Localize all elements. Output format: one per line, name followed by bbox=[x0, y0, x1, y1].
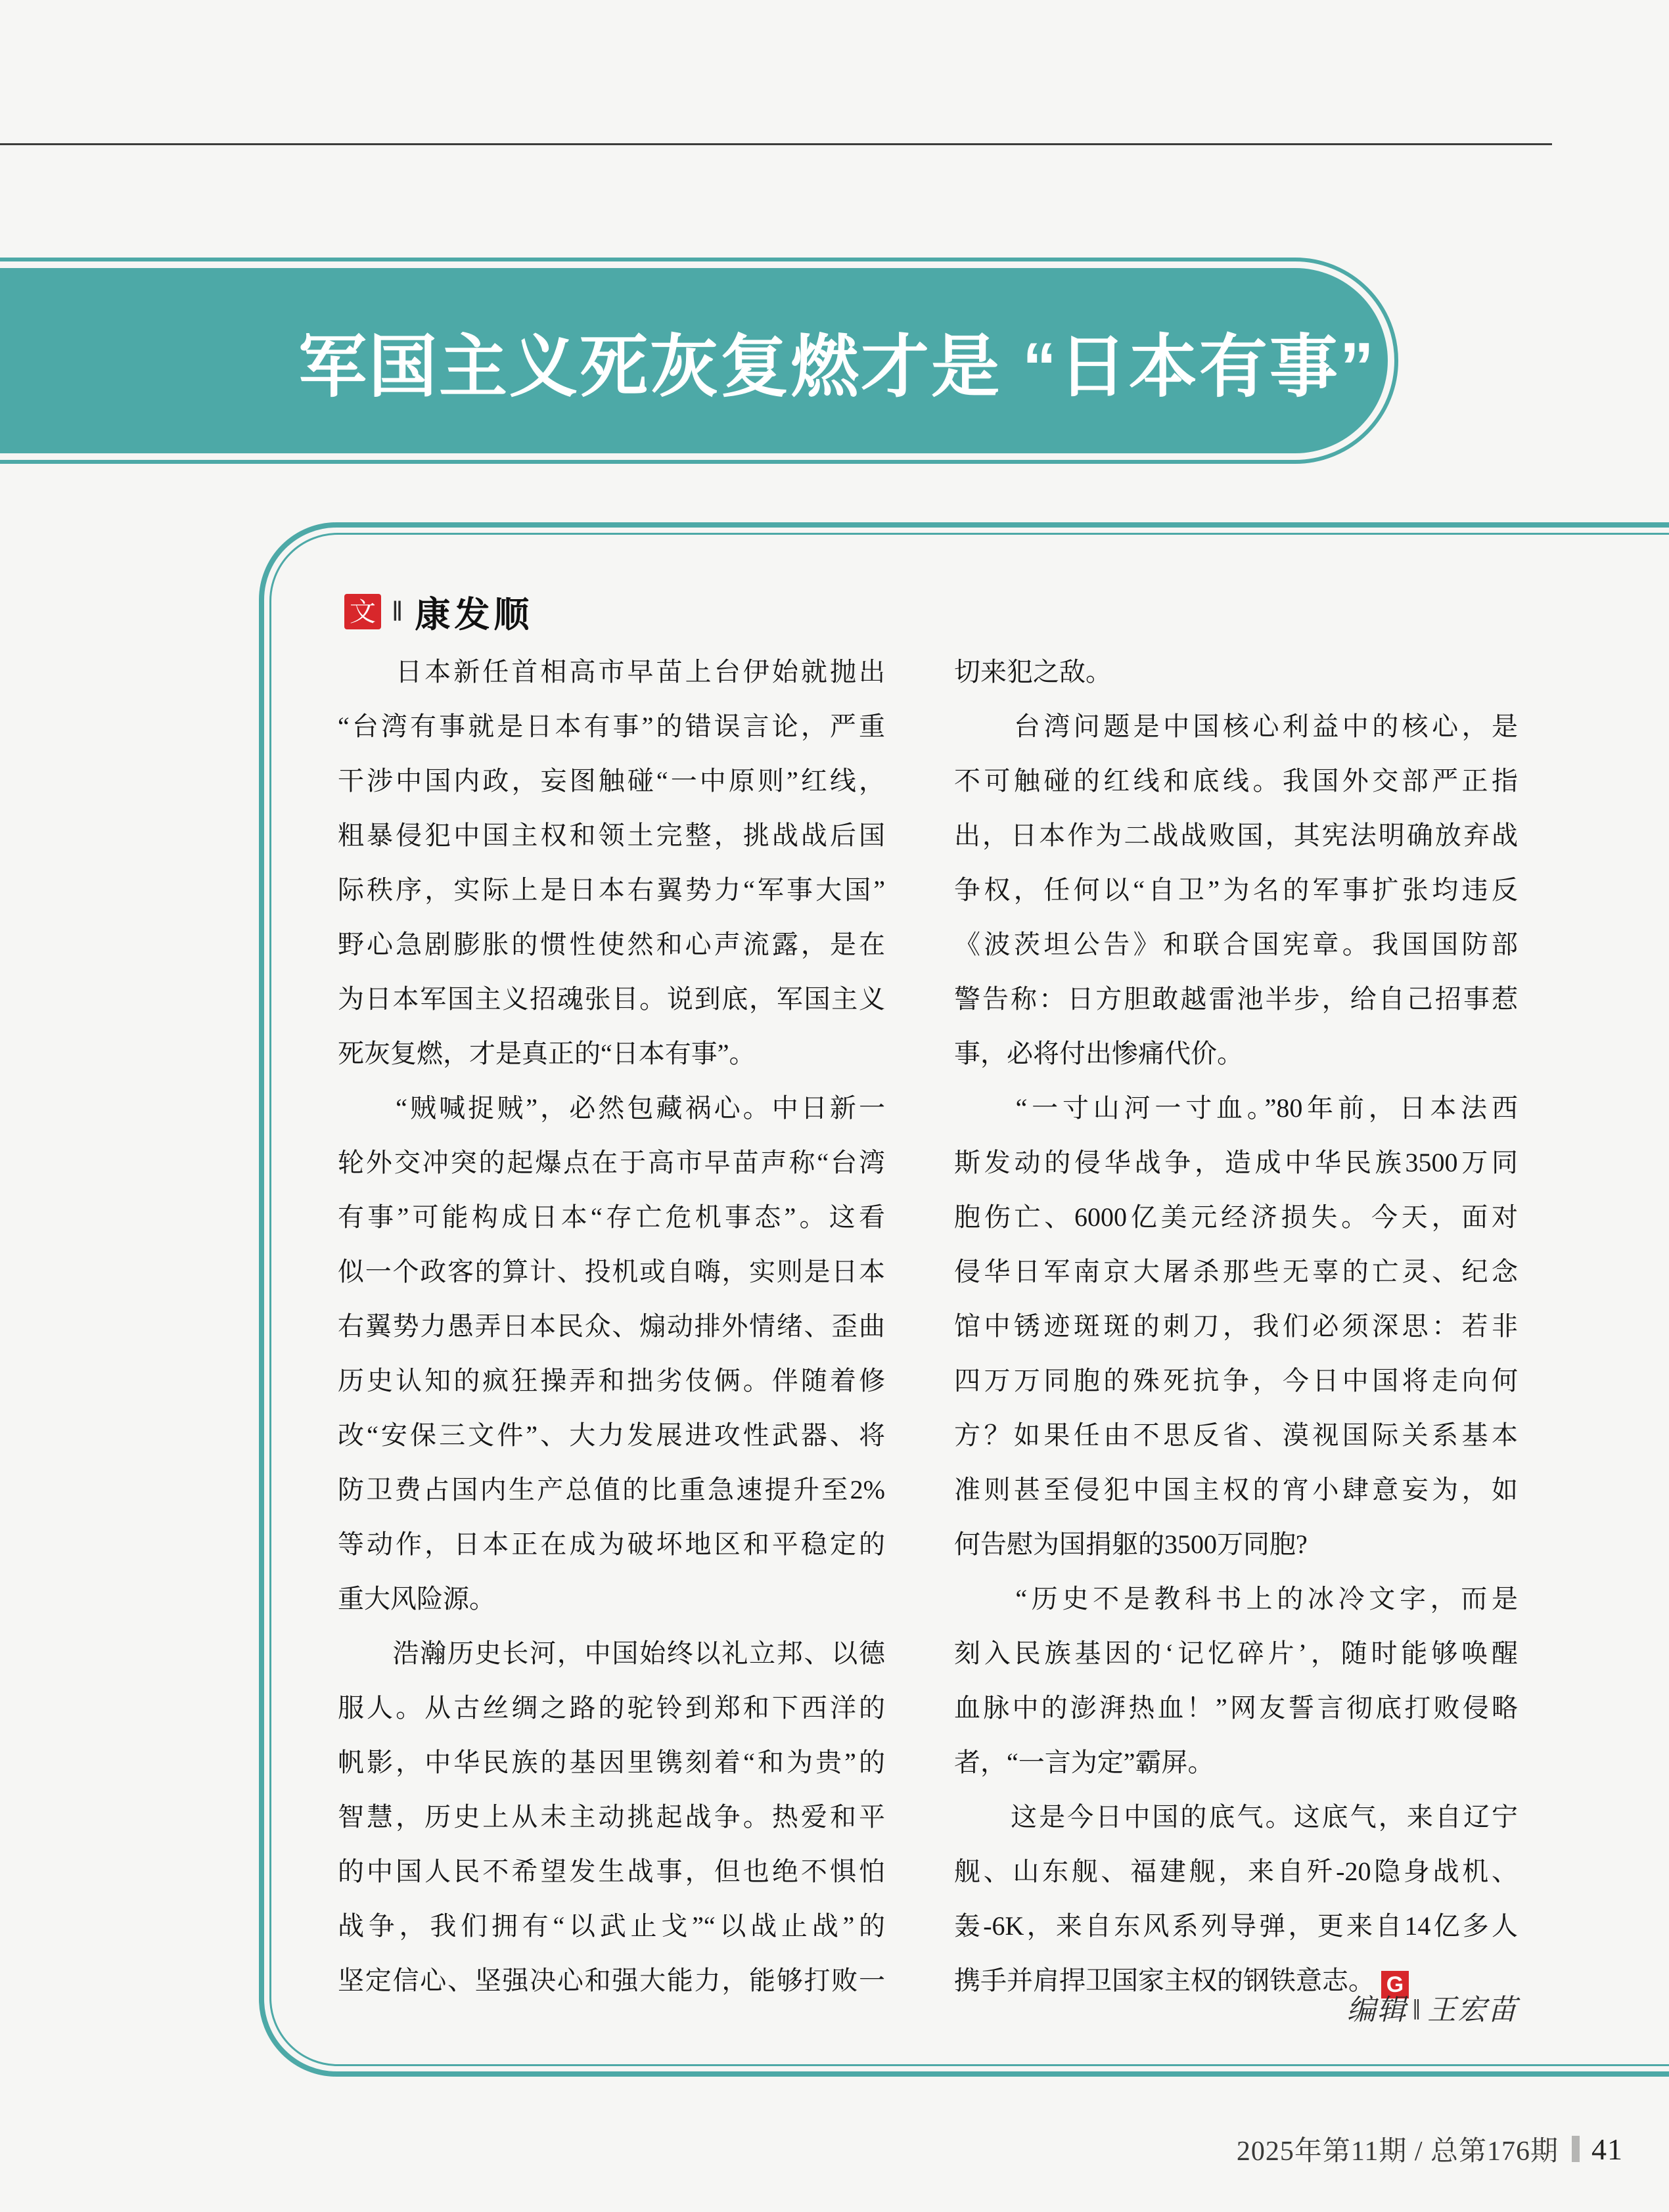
text-line: 这是今日中国的底气。这底气，来自辽宁 bbox=[954, 1802, 1518, 1832]
text-line: 轰-6K，来自东风系列导弹，更来自14亿多人 bbox=[954, 1911, 1518, 1941]
text-line: 胞伤亡、6000亿美元经济损失。今天，面对 bbox=[954, 1202, 1518, 1232]
text-line: 《波茨坦公告》和联合国宪章。我国国防部 bbox=[954, 930, 1518, 959]
text-line: 死灰复燃，才是真正的“日本有事”。 bbox=[338, 1039, 756, 1068]
text-line: 有事”可能构成日本“存亡危机事态”。这看 bbox=[338, 1202, 885, 1232]
text-line: 为日本军国主义招魂张目。说到底，军国主义 bbox=[338, 984, 885, 1014]
text-line: 防卫费占国内生产总值的比重急速提升至2% bbox=[338, 1475, 885, 1504]
text-line: 斯发动的侵华战争，造成中华民族3500万同 bbox=[954, 1148, 1518, 1177]
text-line: 切来犯之敌。 bbox=[954, 657, 1112, 687]
byline bbox=[344, 593, 534, 635]
text-line: “一寸山河一寸血。”80年前，日本法西 bbox=[954, 1093, 1518, 1123]
text-line: 舰、山东舰、福建舰，来自歼-20隐身战机、 bbox=[954, 1857, 1518, 1886]
text-line: 历史认知的疯狂操弄和拙劣伎俩。伴随着修 bbox=[338, 1366, 885, 1395]
text-line: 重大风险源。 bbox=[338, 1584, 495, 1614]
editor-separator: ‖ bbox=[1412, 1994, 1422, 2026]
text-line: 携手并肩捍卫国家主权的钢铁意志。 G bbox=[954, 1953, 1518, 2008]
byline-separator: ‖ bbox=[392, 596, 403, 627]
text-line: 侵华日军南京大屠杀那些无辜的亡灵、纪念 bbox=[954, 1257, 1518, 1286]
text-line: 服人。从古丝绸之路的驼铃到郑和下西洋的 bbox=[338, 1693, 885, 1723]
text-line: 改“安保三文件”、大力发展进攻性武器、将 bbox=[338, 1420, 885, 1450]
text-line: 坚定信心、坚强决心和强大能力，能够打败一 bbox=[338, 1966, 885, 1995]
text-line: 日本新任首相高市早苗上台伊始就抛出 bbox=[338, 657, 885, 687]
title-banner-fill bbox=[0, 268, 1388, 453]
editor-name: 王宏苗 bbox=[1427, 1994, 1518, 2026]
text-line: 浩瀚历史长河，中国始终以礼立邦、以德 bbox=[338, 1638, 885, 1668]
footer-issue-info: 2025年第11期 / 总第176期 bbox=[1236, 2136, 1559, 2167]
text-line: 等动作，日本正在成为破坏地区和平稳定的 bbox=[338, 1529, 885, 1559]
text-line: 智慧，历史上从未主动挑起战争。热爱和平 bbox=[338, 1802, 885, 1832]
text-line: 刻入民族基因的‘记忆碎片’，随时能够唤醒 bbox=[954, 1638, 1518, 1668]
text-line: “台湾有事就是日本有事”的错误言论，严重 bbox=[338, 711, 885, 741]
text-line: 野心急剧膨胀的惯性使然和心声流露，是在 bbox=[338, 930, 885, 959]
footer-divider bbox=[1572, 2136, 1580, 2162]
text-line: 际秩序，实际上是日本右翼势力“军事大国” bbox=[338, 875, 885, 905]
text-line: 不可触碰的红线和底线。我国外交部严正指 bbox=[954, 766, 1518, 796]
footer-page-number: 41 bbox=[1591, 2132, 1623, 2166]
byline-author: 康发顺 bbox=[415, 595, 534, 635]
text-line: 粗暴侵犯中国主权和领土完整，挑战战后国 bbox=[338, 821, 885, 850]
text-line: 四万万同胞的殊死抗争，今日中国将走向何 bbox=[954, 1366, 1518, 1395]
text-line: 警告称：日方胆敢越雷池半步，给自己招事惹 bbox=[954, 984, 1518, 1014]
text-line: 者，“一言为定”霸屏。 bbox=[954, 1748, 1214, 1777]
text-line: 似一个政客的算计、投机或自嗨，实则是日本 bbox=[338, 1257, 885, 1286]
text-line: 干涉中国内政，妄图触碰“一中原则”红线， bbox=[338, 766, 885, 796]
text-line: 馆中锈迹斑斑的刺刀，我们必须深思：若非 bbox=[954, 1311, 1518, 1341]
article-column-1 bbox=[338, 644, 885, 2008]
text-line: “贼喊捉贼”，必然包藏祸心。中日新一 bbox=[338, 1093, 885, 1123]
title-banner bbox=[0, 258, 1398, 464]
text-line: “历史不是教科书上的冰冷文字，而是 bbox=[954, 1584, 1518, 1614]
byline-wen-badge: 文 bbox=[344, 594, 381, 629]
text-line: 的中国人民不希望发生战事，但也绝不惧怕 bbox=[338, 1857, 885, 1886]
page-footer bbox=[1237, 2131, 1623, 2167]
text-line: 事，必将付出惨痛代价。 bbox=[954, 1039, 1243, 1068]
article-column-2 bbox=[954, 644, 1518, 2008]
text-line: 右翼势力愚弄日本民众、煽动排外情绪、歪曲 bbox=[338, 1311, 885, 1341]
article-title: 军国主义死灰复燃才是 “日本有事” bbox=[298, 329, 1376, 405]
editor-label: 编辑 bbox=[1346, 1994, 1407, 2026]
text-line: 何告慰为国捐躯的3500万同胞? bbox=[954, 1529, 1308, 1559]
text-line: 出，日本作为二战战败国，其宪法明确放弃战 bbox=[954, 821, 1518, 850]
editor-credit bbox=[1347, 1991, 1518, 2030]
text-line: 准则甚至侵犯中国主权的宵小肆意妄为，如 bbox=[954, 1475, 1518, 1504]
text-line: 争权，任何以“自卫”为名的军事扩张均违反 bbox=[954, 875, 1518, 905]
text-line: 帆影，中华民族的基因里镌刻着“和为贵”的 bbox=[338, 1748, 885, 1777]
end-of-article-mark: G bbox=[1381, 1971, 1409, 1998]
text-line: 战争，我们拥有“以武止戈”“以战止战”的 bbox=[338, 1911, 885, 1941]
text-line: 台湾问题是中国核心利益中的核心，是 bbox=[954, 711, 1518, 741]
text-line: 轮外交冲突的起爆点在于高市早苗声称“台湾 bbox=[338, 1148, 885, 1177]
text-line: 血脉中的澎湃热血！”网友誓言彻底打败侵略 bbox=[954, 1693, 1518, 1723]
text-line: 方？如果任由不思反省、漠视国际关系基本 bbox=[954, 1420, 1518, 1450]
top-rule bbox=[0, 143, 1552, 145]
